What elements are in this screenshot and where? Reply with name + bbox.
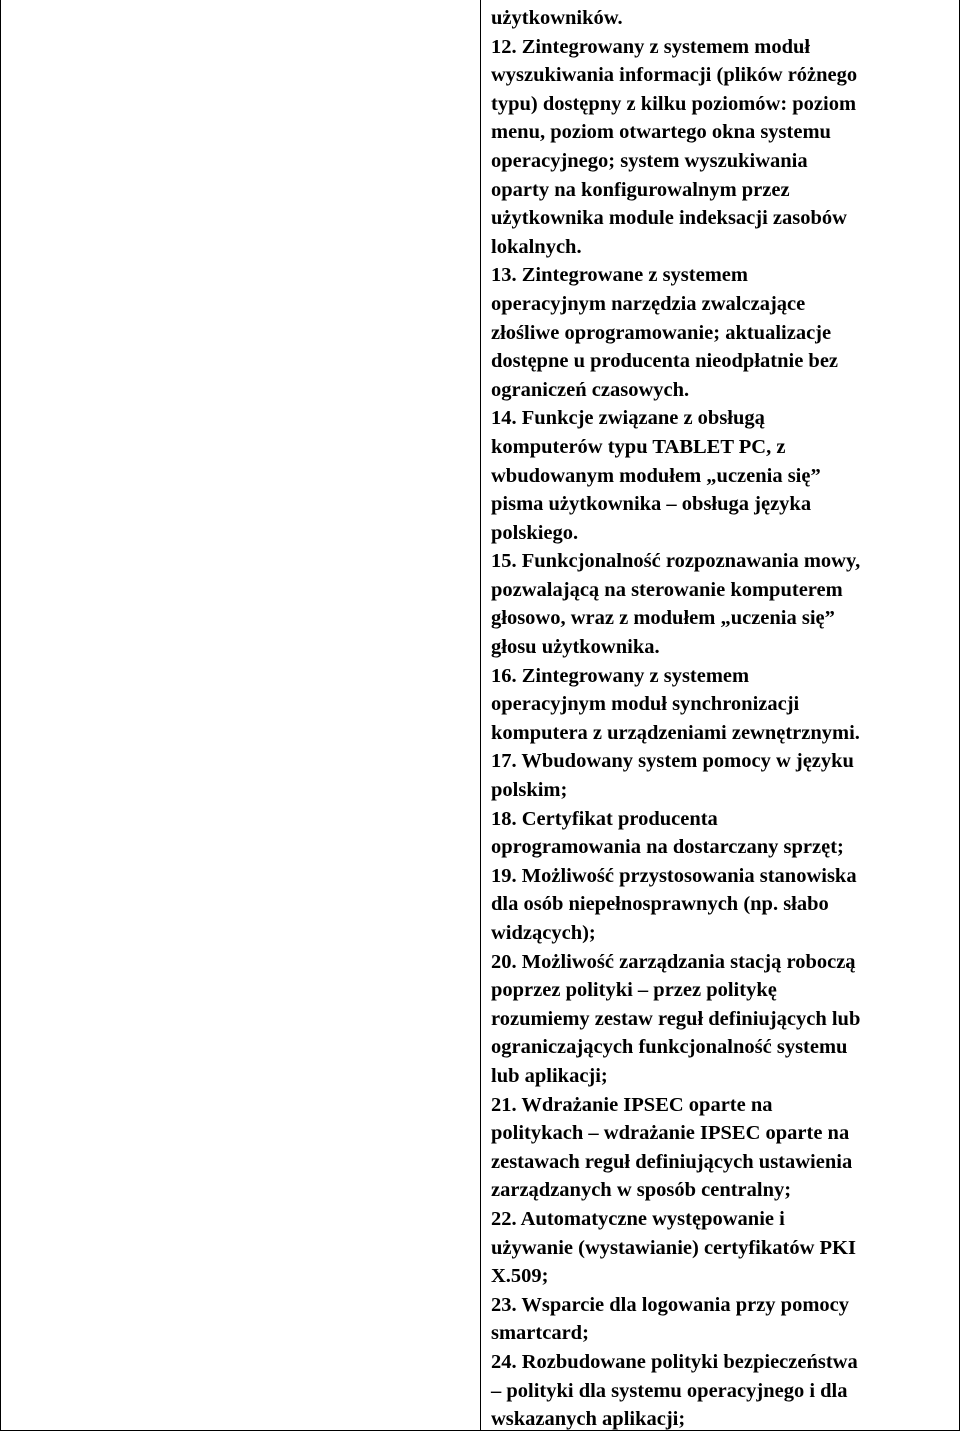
text-line: poprzez polityki – przez politykę <box>491 979 777 1002</box>
text-line: operacyjnym narzędzia zwalczające <box>491 292 806 315</box>
text-line: smartcard; <box>491 1322 589 1345</box>
requirements-text <box>491 4 957 1434</box>
text-line: 19. Możliwość przystosowania stanowiska <box>491 864 857 887</box>
text-line: 22. Automatyczne występowanie i <box>491 1207 785 1230</box>
text-line: głosowo, wraz z modułem „uczenia się” <box>491 607 835 630</box>
text-line: pozwalającą na sterowanie komputerem <box>491 578 843 601</box>
text-line: użytkowników. <box>491 7 623 29</box>
text-line: lub aplikacji; <box>491 1064 608 1087</box>
text-line: oprogramowania na dostarczany sprzęt; <box>491 836 844 859</box>
text-line: polskiego. <box>491 521 579 544</box>
text-line: 21. Wdrażanie IPSEC oparte na <box>491 1093 773 1116</box>
text-line: polskim; <box>491 779 568 802</box>
text-line: 18. Certyfikat producenta <box>491 807 718 830</box>
text-line: lokalnych. <box>491 235 582 258</box>
text-line: 14. Funkcje związane z obsługą <box>491 407 765 430</box>
text-line: ograniczeń czasowych. <box>491 378 690 401</box>
text-line: 17. Wbudowany system pomocy w języku <box>491 750 854 773</box>
text-line: widzących); <box>491 922 596 944</box>
text-line: ograniczających funkcjonalność systemu <box>491 1036 848 1059</box>
text-line: pisma użytkownika – obsługa języka <box>491 493 812 516</box>
text-line: rozumiemy zestaw reguł definiujących lub <box>491 1007 861 1030</box>
text-line: wbudowanym modułem „uczenia się” <box>491 464 821 487</box>
text-line: 15. Funkcjonalność rozpoznawania mowy, <box>491 550 861 573</box>
text-line: komputera z urządzeniami zewnętrznymi. <box>491 721 860 744</box>
text-line: złośliwe oprogramowanie; aktualizacje <box>491 321 832 344</box>
text-line: oparty na konfigurowalnym przez <box>491 178 790 201</box>
text-line: głosu użytkownika. <box>491 636 660 659</box>
text-line: 12. Zintegrowany z systemem moduł <box>491 35 811 58</box>
text-line: – polityki dla systemu operacyjnego i dla <box>491 1379 848 1402</box>
text-line: X.509; <box>491 1265 549 1288</box>
text-line: dla osób niepełnosprawnych (np. słabo <box>491 893 829 916</box>
text-line: wskazanych aplikacji; <box>491 1408 686 1431</box>
text-line: zestawach reguł definiujących ustawienia <box>491 1150 853 1173</box>
text-line: 23. Wsparcie dla logowania przy pomocy <box>491 1293 849 1316</box>
text-line: politykach – wdrażanie IPSEC oparte na <box>491 1122 850 1145</box>
text-line: 13. Zintegrowane z systemem <box>491 264 748 287</box>
text-line: wyszukiwania informacji (plików różnego <box>491 64 858 87</box>
text-line: używanie (wystawianie) certyfikatów PKI <box>491 1236 856 1259</box>
text-line: komputerów typu TABLET PC, z <box>491 435 786 458</box>
text-line: operacyjnym moduł synchronizacji <box>491 693 800 716</box>
text-line: typu) dostępny z kilku poziomów: poziom <box>491 92 857 115</box>
text-line: użytkownika module indeksacji zasobów <box>491 207 847 230</box>
text-line: operacyjnego; system wyszukiwania <box>491 149 808 172</box>
table-cell-left <box>0 0 481 1431</box>
text-line: 20. Możliwość zarządzania stacją roboczą <box>491 950 856 973</box>
text-line: menu, poziom otwartego okna systemu <box>491 121 831 144</box>
text-line: 16. Zintegrowany z systemem <box>491 664 750 687</box>
text-line: 24. Rozbudowane polityki bezpieczeństwa <box>491 1350 858 1373</box>
text-line: dostępne u producenta nieodpłatnie bez <box>491 350 839 373</box>
text-line: zarządzanych w sposób centralny; <box>491 1179 792 1202</box>
